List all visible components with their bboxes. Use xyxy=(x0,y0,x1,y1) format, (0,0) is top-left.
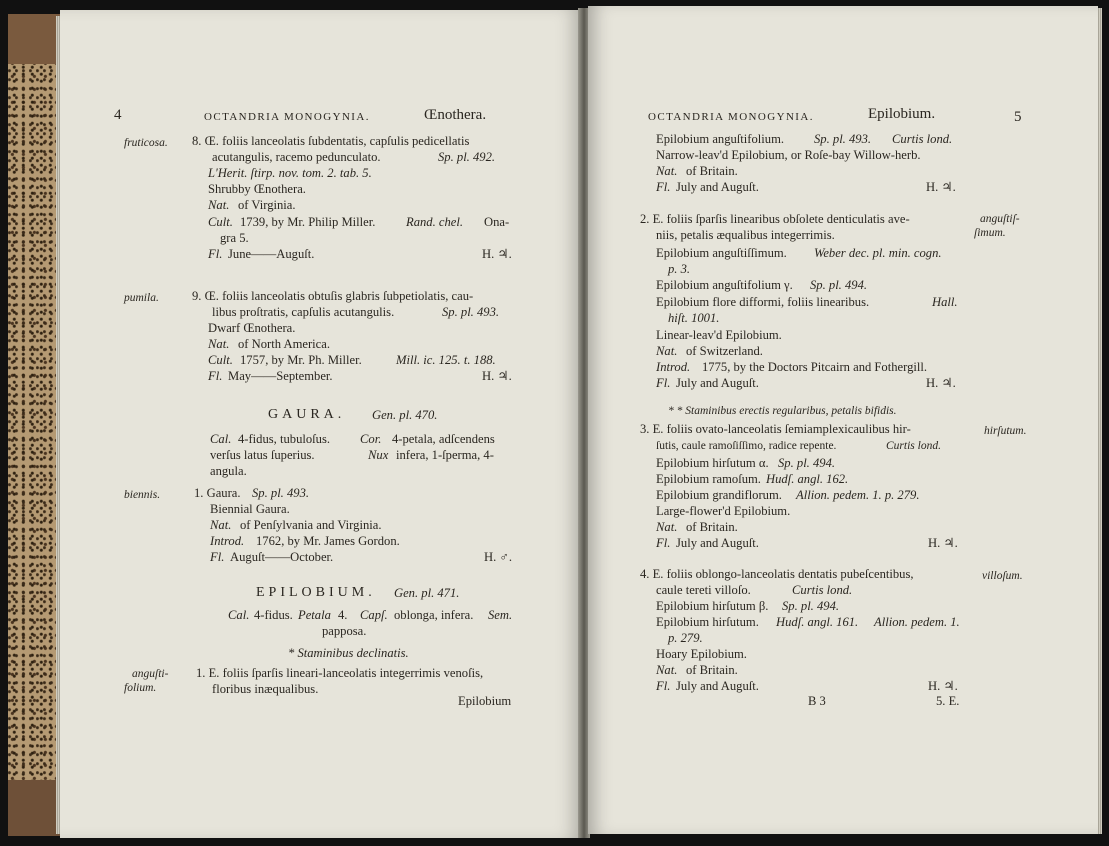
entry-line: niis, petalis æqualibus integerrimis. xyxy=(656,228,835,242)
genus-reference: Gen. pl. 471. xyxy=(394,586,460,600)
entry-line: Ona- xyxy=(484,215,510,229)
common-name: Linear-leav'd Epilobium. xyxy=(656,328,782,342)
reference: Curtis lond. xyxy=(792,583,853,597)
label-introd: Introd. xyxy=(210,534,245,548)
genus-character: 4-fidus, tubuloſus. xyxy=(238,432,331,446)
common-name: Hoary Epilobium. xyxy=(656,647,747,661)
genus-character: 4. xyxy=(338,608,348,622)
reference: Sp. pl. 494. xyxy=(782,599,840,613)
label-fl: Fl. xyxy=(656,536,671,550)
reference: Allion. pedem. 1. p. 279. xyxy=(796,488,920,502)
reference: Curtis lond. xyxy=(886,440,941,452)
introduction: 1762, by Mr. James Gordon. xyxy=(256,534,400,548)
margin-species: folium. xyxy=(124,682,157,694)
label-nat: Nat. xyxy=(656,344,678,358)
entry-line: acutangulis, racemo pedunculato. xyxy=(212,150,381,164)
common-name: Narrow-leav'd Epilobium, or Roſe-bay Willow-herb. xyxy=(656,148,921,162)
reference: p. 279. xyxy=(668,631,703,645)
habit: H. ♂. xyxy=(484,550,512,564)
synonym: Epilobium hirſutum β. xyxy=(656,599,769,613)
margin-species: fruticosa. xyxy=(124,137,168,149)
reference: Sp. pl. 493. xyxy=(814,132,872,146)
running-header: OCTANDRIA MONOGYNIA. xyxy=(204,111,370,123)
reference: Hudſ. angl. 162. xyxy=(766,472,849,486)
label-nat: Nat. xyxy=(656,663,678,677)
flowering: June——Auguſt. xyxy=(228,247,315,261)
habit: H. ♃. xyxy=(482,369,512,383)
entry-line: gra 5. xyxy=(220,231,249,245)
reference: L'Herit. ſtirp. nov. tom. 2. tab. 5. xyxy=(208,166,372,180)
synonym: Epilobium hirſutum α. xyxy=(656,456,769,470)
catchword: Epilobium xyxy=(458,694,512,708)
reference: Sp. pl. 494. xyxy=(810,278,868,292)
signature-mark: B 3 xyxy=(808,694,826,708)
synonym: Epilobium anguſtiſſimum. xyxy=(656,246,787,260)
label-nat: Nat. xyxy=(208,198,230,212)
native-place: of Penſylvania and Virginia. xyxy=(240,518,382,532)
flowering: July and Auguſt. xyxy=(676,679,759,693)
label-nux: Nux xyxy=(368,448,389,462)
genus-character: papposa. xyxy=(322,624,367,638)
reference: hiſt. 1001. xyxy=(668,311,720,325)
common-name: Dwarf Œnothera. xyxy=(208,321,296,335)
margin-species: pumila. xyxy=(124,292,159,304)
label-sem: Sem. xyxy=(488,608,513,622)
native-place: of Britain. xyxy=(686,164,738,178)
label-cult: Cult. xyxy=(208,353,233,367)
genus-character: 4-petala, adſcendens xyxy=(392,432,495,446)
reference: p. 3. xyxy=(668,262,691,276)
label-fl: Fl. xyxy=(656,376,671,390)
right-page xyxy=(588,6,1098,834)
genus-title: EPILOBIUM. xyxy=(256,585,376,600)
entry-line: libus proſtratis, capſulis acutangulis. xyxy=(212,305,395,319)
reference: Allion. pedem. 1. xyxy=(874,615,960,629)
synonym: Epilobium anguſtifolium γ. xyxy=(656,278,793,292)
habit: H. ♃. xyxy=(928,679,958,693)
label-cor: Cor. xyxy=(360,432,382,446)
catchword: 5. E. xyxy=(936,694,960,708)
page-number: 4 xyxy=(114,107,122,123)
entry-line: caule tereti villoſo. xyxy=(656,583,751,597)
margin-species: hirſutum. xyxy=(984,425,1027,437)
introduction: 1775, by the Doctors Pitcairn and Fothergill. xyxy=(702,360,928,374)
reference: Hall. xyxy=(932,295,958,309)
synonym: Epilobium grandiflorum. xyxy=(656,488,782,502)
entry-line: 1. Gaura. xyxy=(194,486,241,500)
genus-title: GAURA. xyxy=(268,407,346,422)
label-cal: Cal. xyxy=(228,608,250,622)
cultivation: 1739, by Mr. Philip Miller. xyxy=(240,215,376,229)
reference: Rand. chel. xyxy=(406,215,464,229)
running-header-genus: Epilobium. xyxy=(868,106,936,122)
label-fl: Fl. xyxy=(656,679,671,693)
label-nat: Nat. xyxy=(210,518,232,532)
genus-character: angula. xyxy=(210,464,247,478)
flowering: Auguſt——October. xyxy=(230,550,334,564)
margin-species: biennis. xyxy=(124,489,161,501)
reference: Hudſ. angl. 161. xyxy=(776,615,859,629)
margin-species: anguſtiſ- xyxy=(980,213,1020,225)
flowering: July and Auguſt. xyxy=(676,536,759,550)
label-fl: Fl. xyxy=(210,550,225,564)
label-nat: Nat. xyxy=(208,337,230,351)
habit: H. ♃. xyxy=(926,376,956,390)
reference: Weber dec. pl. min. cogn. xyxy=(814,246,942,260)
entry-line: 2. E. foliis ſparſis linearibus obſolete denticulatis ave- xyxy=(640,212,910,226)
label-cult: Cult. xyxy=(208,215,233,229)
native-place: of North America. xyxy=(238,337,330,351)
flowering: May——September. xyxy=(228,369,333,383)
reference: Sp. pl. 494. xyxy=(778,456,836,470)
genus-character: verſus latus ſuperius. xyxy=(210,448,315,462)
cultivation: 1757, by Mr. Ph. Miller. xyxy=(240,353,362,367)
synonym: Epilobium flore difformi, foliis linearibus. xyxy=(656,295,870,309)
label-caps: Capſ. xyxy=(360,608,388,622)
section-heading: * Staminibus declinatis. xyxy=(288,646,409,660)
reference: Mill. ic. 125. t. 188. xyxy=(396,353,496,367)
label-fl: Fl. xyxy=(208,247,223,261)
synonym: Epilobium hirſutum. xyxy=(656,615,759,629)
common-name: Biennial Gaura. xyxy=(210,502,290,516)
flowering: July and Auguſt. xyxy=(676,376,759,390)
running-header: OCTANDRIA MONOGYNIA. xyxy=(648,111,814,123)
margin-species: ſimum. xyxy=(974,227,1006,239)
label-fl: Fl. xyxy=(656,180,671,194)
reference: Sp. pl. 493. xyxy=(252,486,310,500)
label-introd: Introd. xyxy=(656,360,691,374)
entry-line: 4. E. foliis oblongo-lanceolatis dentatis pubeſcentibus, xyxy=(640,567,914,581)
native-place: of Switzerland. xyxy=(686,344,763,358)
label-petala: Petala xyxy=(298,608,331,622)
entry-line: ſutis, caule ramoſiſſimo, radice repente. xyxy=(656,440,837,452)
synonym: Epilobium ramoſum. xyxy=(656,472,761,486)
habit: H. ♃. xyxy=(928,536,958,550)
left-page xyxy=(60,10,580,838)
label-nat: Nat. xyxy=(656,164,678,178)
reference: Sp. pl. 492. xyxy=(438,150,496,164)
native-place: of Britain. xyxy=(686,520,738,534)
label-cal: Cal. xyxy=(210,432,232,446)
synonym: Epilobium anguſtifolium. xyxy=(656,132,785,146)
reference: Sp. pl. 493. xyxy=(442,305,500,319)
entry-line: 8. Œ. foliis lanceolatis ſubdentatis, capſulis pedicellatis xyxy=(192,134,470,148)
genus-character: 4-fidus. xyxy=(254,608,293,622)
entry-line: 3. E. foliis ovato-lanceolatis ſemiamplexicaulibus hir- xyxy=(640,422,911,436)
native-place: of Virginia. xyxy=(238,198,296,212)
native-place: of Britain. xyxy=(686,663,738,677)
habit: H. ♃. xyxy=(926,180,956,194)
genus-reference: Gen. pl. 470. xyxy=(372,408,438,422)
reference: Curtis lond. xyxy=(892,132,953,146)
common-name: Shrubby Œnothera. xyxy=(208,182,306,196)
habit: H. ♃. xyxy=(482,247,512,261)
genus-character: oblonga, infera. xyxy=(394,608,474,622)
running-header-genus: Œnothera. xyxy=(424,107,487,123)
common-name: Large-flower'd Epilobium. xyxy=(656,504,791,518)
section-heading: * * Staminibus erectis regularibus, petalis bifidis. xyxy=(668,405,897,417)
entry-line: 9. Œ. foliis lanceolatis obtuſis glabris ſubpetiolatis, cau- xyxy=(192,289,474,303)
genus-character: infera, 1-ſperma, 4- xyxy=(396,448,494,462)
label-nat: Nat. xyxy=(656,520,678,534)
entry-line: 1. E. foliis ſparſis lineari-lanceolatis integerrimis venoſis, xyxy=(196,666,484,680)
page-number: 5 xyxy=(1014,109,1022,125)
margin-species: villoſum. xyxy=(982,570,1023,582)
entry-line: floribus inæqualibus. xyxy=(212,682,319,696)
margin-species: anguſti- xyxy=(132,668,169,680)
label-fl: Fl. xyxy=(208,369,223,383)
flowering: July and Auguſt. xyxy=(676,180,759,194)
